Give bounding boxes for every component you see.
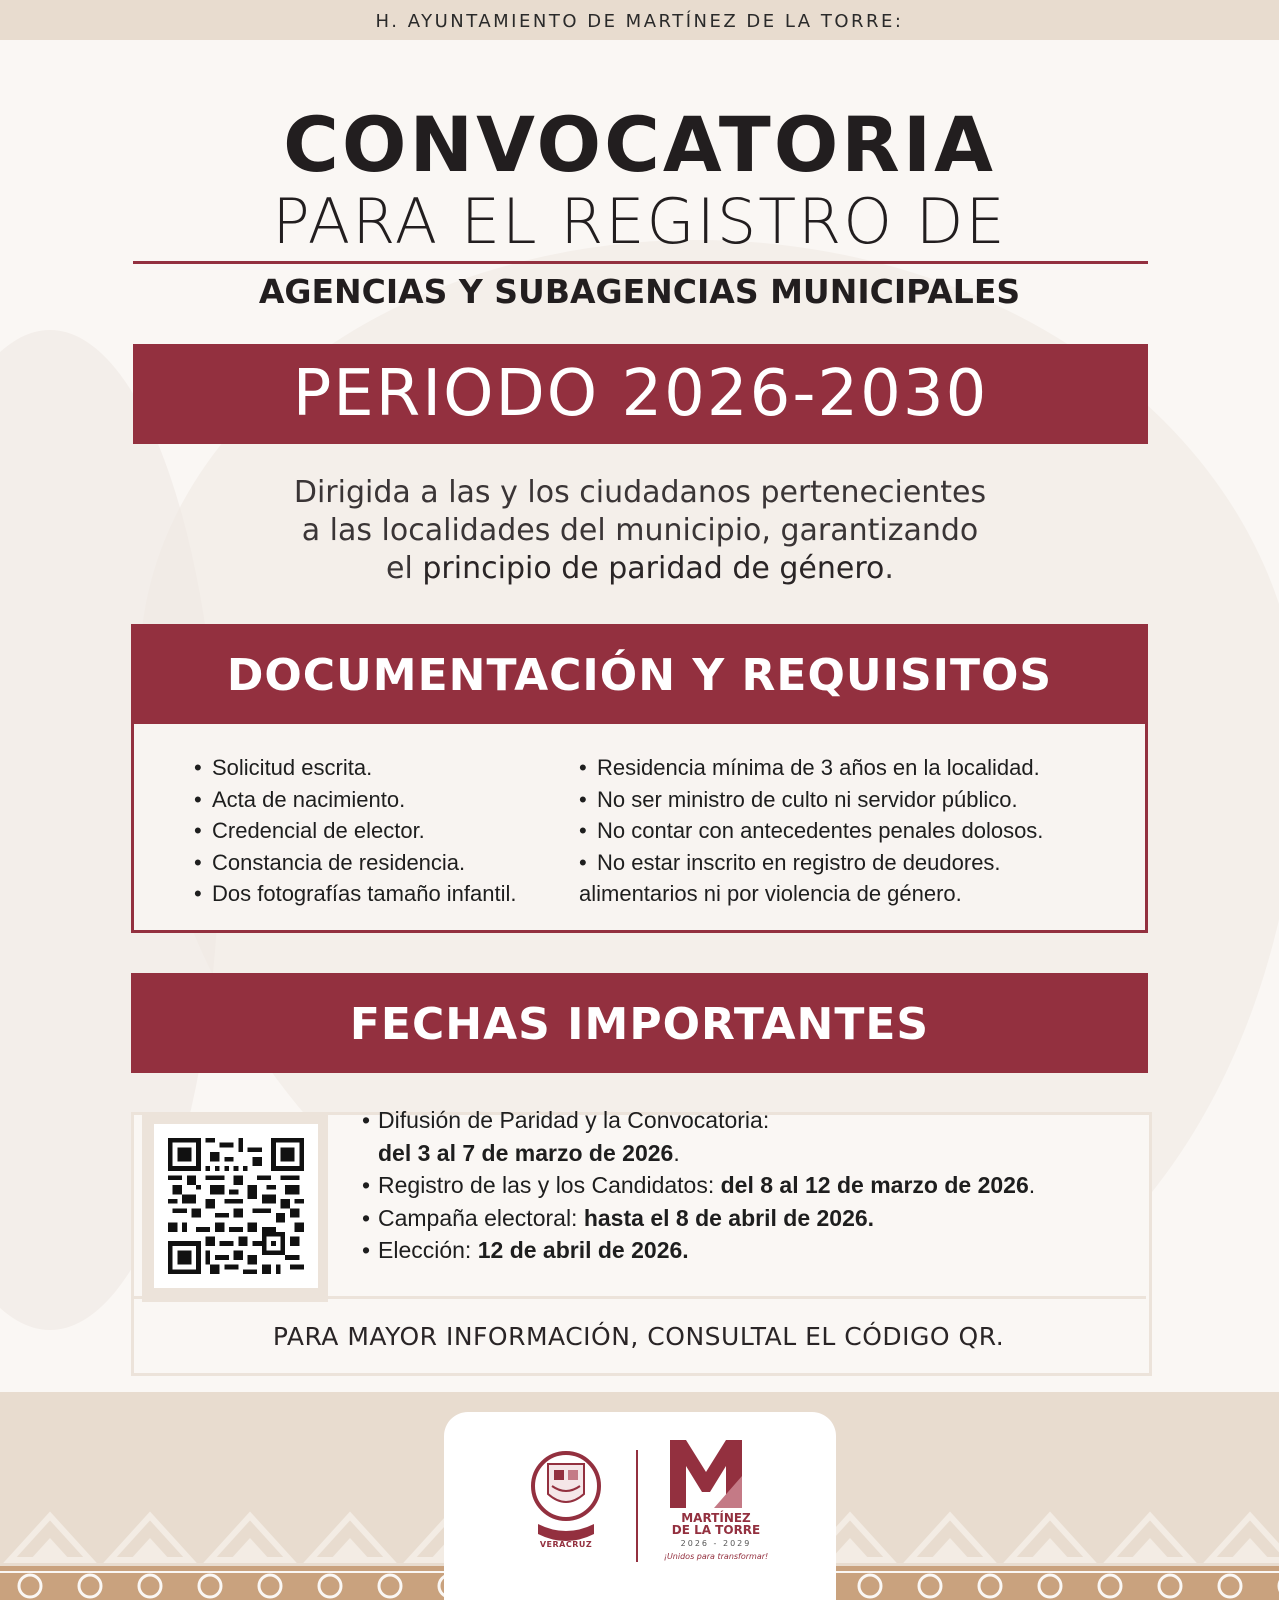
requirements-heading: DOCUMENTACIÓN Y REQUISITOS [131,624,1148,724]
list-item: • Acta de nacimiento. [194,784,517,816]
intro-line-3 [180,550,1100,588]
list-item: • No estar inscrito en registro de deudores. [579,847,1043,879]
logo-years: 2026 - 2029 [680,1539,752,1548]
date-value: hasta el 8 de abril de 2026. [583,1204,875,1231]
m-logo-text [656,1512,776,1563]
seal-text: VERACRUZ [539,1540,593,1549]
intro-line-3-prefix: el [386,551,413,586]
intro-line-1: Dirigida a las y los ciudadanos pertenecientes [293,475,987,510]
logo-name-line-2: DE LA TORRE [671,1523,761,1537]
date-label: Elección: [378,1237,472,1263]
organization-header: H. AYUNTAMIENTO DE MARTÍNEZ DE LA TORRE: [0,0,1279,40]
logo-name-line-1: MARTÍNEZ [681,1511,751,1525]
list-item: • No contar con antecedentes penales dolosos. [579,815,1043,847]
logo-divider [636,1450,638,1562]
intro-text [180,474,1100,588]
list-item: • Constancia de residencia. [194,847,517,879]
title-small: AGENCIAS Y SUBAGENCIAS MUNICIPALES [258,272,1021,311]
municipal-seal-icon [528,1446,604,1546]
requirements-right-list [579,752,1043,910]
dates-heading: FECHAS IMPORTANTES [131,973,1148,1073]
intro-emphasis: principio de paridad de género [422,551,885,586]
title-main: CONVOCATORIA [283,100,996,189]
list-item: • Dos fotografías tamaño infantil. [194,878,517,910]
requirements-box [131,724,1148,933]
date-label: Difusión de Paridad y la Convocatoria: [378,1107,770,1133]
date-value: del 8 al 12 de marzo de 2026 [720,1172,1029,1198]
list-item: • Credencial de elector. [194,815,517,847]
date-value: del 3 al 7 de marzo de 2026 [378,1139,674,1166]
date-end: . [1028,1172,1036,1198]
title-sub: PARA EL REGISTRO DE [272,185,1007,258]
date-end: . [673,1139,680,1166]
list-item: • Residencia mínima de 3 años en la localidad. [579,752,1043,784]
logo-slogan: ¡Unidos para transformar! [663,1552,769,1561]
list-item [362,1234,1152,1267]
date-label: Registro de las y los Candidatos: [378,1172,715,1198]
list-item-continuation [362,1137,1152,1170]
logo-card [444,1412,836,1600]
list-item: • No ser ministro de culto ni servidor público. [579,784,1043,816]
requirements-left-list [194,752,517,910]
m-logo-icon [666,1436,746,1512]
list-item [362,1169,1152,1202]
period-banner: PERIODO 2026-2030 [133,344,1148,444]
list-item-continuation: alimentarios ni por violencia de género. [579,881,962,906]
qr-code-icon[interactable] [168,1138,304,1274]
list-item: • Solicitud escrita. [194,752,517,784]
date-value: 12 de abril de 2026. [477,1237,689,1263]
date-label: Campaña electoral: [378,1204,578,1231]
info-text: PARA MAYOR INFORMACIÓN, CONSULTAL EL CÓDIGO QR. [272,1322,1005,1351]
list-item [362,1202,1152,1235]
intro-line-2: a las localidades del municipio, garantizando [301,513,979,548]
title-divider [133,261,1148,264]
list-item [362,1104,1152,1137]
intro-line-3-suffix: . [884,551,894,586]
dates-list [362,1104,1152,1267]
